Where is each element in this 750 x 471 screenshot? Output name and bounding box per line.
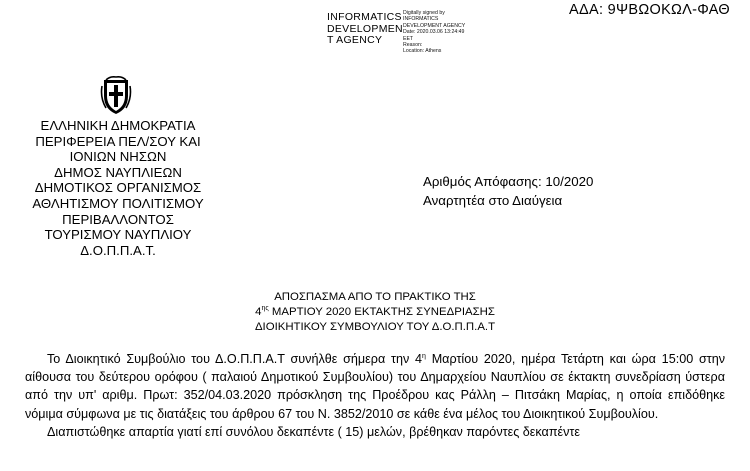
header-line: ΠΕΡΙΒΑΛΛΟΝΤΟΣ (62, 211, 174, 227)
ada-code: ΑΔΑ: 9ΨΒΩΟΚΩΛ-ΦΑΘ (569, 2, 730, 18)
signature-detail-line: Location: Athens (403, 48, 442, 55)
document-title (0, 290, 750, 335)
title-line-3: ΔΙΟΙΚΗΤΙΚΟΥ ΣΥΜΒΟΥΛΙΟΥ ΤΟΥ Δ.Ο.Π.Π.Α.Τ (254, 321, 496, 333)
signature-detail-line: EET (403, 35, 414, 42)
decision-info (423, 172, 593, 210)
title-line-1: ΑΠΟΣΠΑΣΜΑ ΑΠΟ ΤΟ ΠΡΑΚΤΙΚΟ ΤΗΣ (274, 291, 476, 303)
signature-detail-line: Reason: (403, 42, 423, 49)
header-line: ΤΟΥΡΙΣΜΟΥ ΝΑΥΠΛΙΟΥ (44, 227, 192, 243)
signature-detail-line: Date: 2020.03.06 13:24:49 (403, 29, 465, 36)
issuer-header (18, 118, 218, 258)
body-paragraph-1 (25, 350, 725, 423)
signature-details (403, 10, 493, 55)
hellenic-republic-emblem-icon (100, 76, 132, 116)
title-day-number: 4 (255, 306, 262, 318)
digital-signature-block (327, 6, 487, 66)
body-p1-start: Το Διοικητικό Συμβούλιο του Δ.Ο.Π.Π.Α.Τ συνήλθε σήμερα την 4 (47, 352, 423, 366)
header-line: ΙΟΝΙΩΝ ΝΗΣΩΝ (69, 149, 167, 165)
title-line-2 (0, 305, 750, 320)
body-paragraph-2: Διαπιστώθηκε απαρτία γιατί επί συνόλου δεκαπέντε ( 15) μελών, βρέθηκαν παρόντες δεκαπέντε (47, 424, 581, 439)
header-line: ΔΗΜΟΤΙΚΟΣ ΟΡΓΑΝΙΣΜΟΣ (34, 180, 202, 196)
header-line: ΕΛΛΗΝΙΚΗ ΔΗΜΟΚΡΑΤΙΑ (40, 118, 196, 133)
header-line: ΠΕΡΙΦΕΡΕΙΑ ΠΕΛ/ΣΟΥ ΚΑΙ (35, 133, 201, 149)
header-line: ΑΘΛΗΤΙΣΜΟΥ ΠΟΛΙΤΙΣΜΟΥ (32, 195, 204, 211)
body-p1-end: Μαρτίου 2020, ημέρα Τετάρτη και ώρα 15:00 στην αίθουσα του δεύτερου ορόφου ( παλαιού Δημοτικού Συμβουλίου) του Δημαρχείου Ναυπλίου σε έκτακτη συνεδρίαση ύστερα από την υπ' αριθμ. Πρωτ: 352/04.03.2020 πρόσκληση της Προέδρου κας Ράλλη – Πιτσάκη Μαρίας, η οποία επιδόθηκε νόμιμα σύμφωνα με τις διατάξεις του άρθρου 67 του Ν. 3852/2010 σε κάθε ένα μέλος του Διοικητικού Συμβουλίου. (25, 352, 725, 421)
signature-detail-line: INFORMATICS (403, 16, 439, 23)
header-line: ΔΗΜΟΣ ΝΑΥΠΛΙΕΩΝ (54, 164, 182, 180)
title-line-2-text: ΜΑΡΤΙΟΥ 2020 ΕΚΤΑΚΤΗΣ ΣΥΝΕΔΡΙΑΣΗΣ (268, 306, 495, 318)
header-line: Δ.Ο.Π.Π.Α.Τ. (80, 242, 156, 258)
signature-signer: INFORMATICS DEVELOPMEN T AGENCY (327, 11, 403, 46)
signature-detail-line: Digitally signed by (403, 10, 445, 16)
minutes-body (25, 350, 725, 441)
body-p1-suffix: η (422, 353, 426, 360)
title-day-suffix: ης (261, 305, 269, 312)
decision-number: Αριθμός Απόφασης: 10/2020 (423, 174, 594, 189)
posting-note: Αναρτητέα στο Διαύγεια (423, 193, 563, 208)
signature-detail-line: DEVELOPMENT AGENCY (403, 22, 466, 29)
